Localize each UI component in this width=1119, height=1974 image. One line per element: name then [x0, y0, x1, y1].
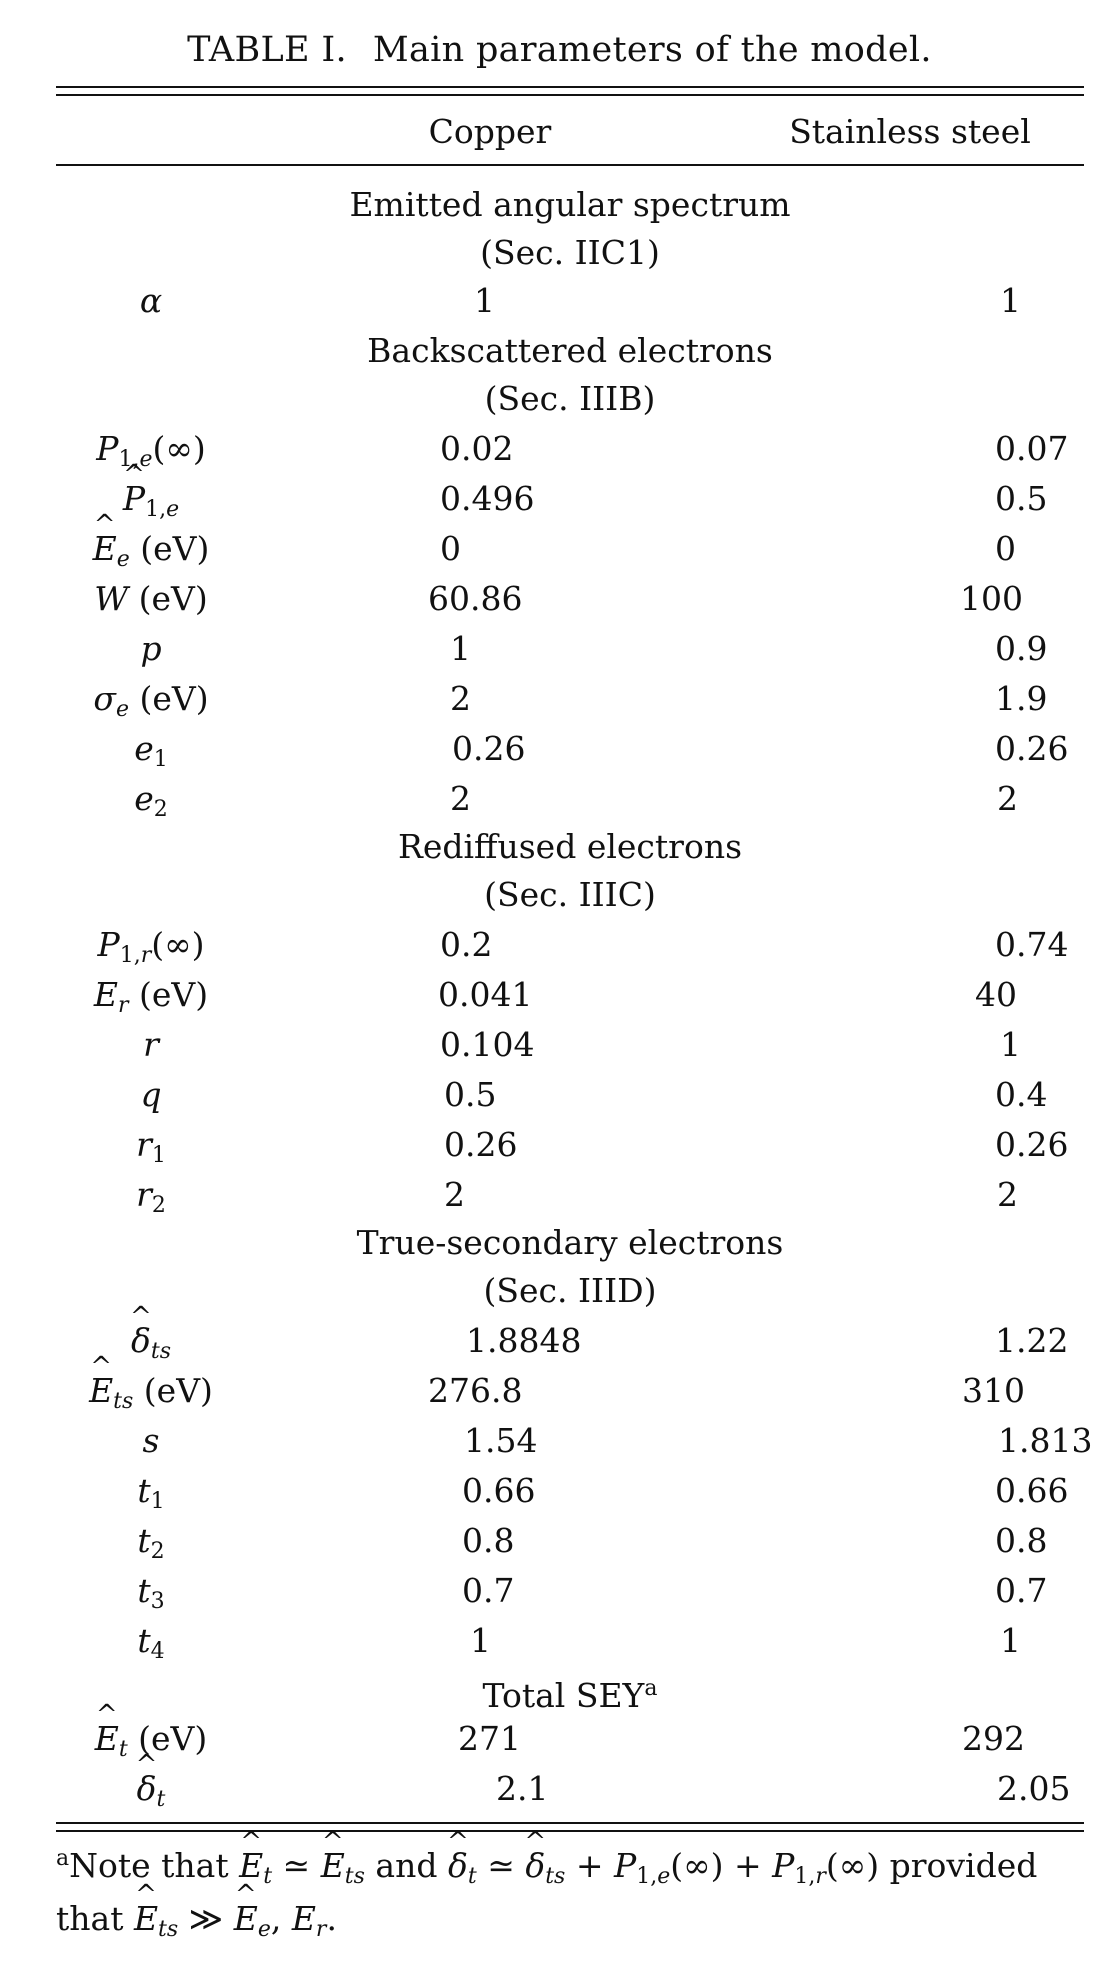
value-copper: 1 — [450, 629, 471, 668]
value-steel: 1 — [1000, 281, 1021, 320]
table-row — [0, 474, 1119, 524]
value-copper: 0.2 — [440, 925, 493, 964]
bottom-rule-1 — [56, 1822, 1084, 1824]
header-rule — [56, 164, 1084, 166]
param-symbol: r — [143, 1025, 159, 1064]
param-symbol: $t_2$ — [137, 1521, 165, 1564]
param-symbol: $r_2$ — [136, 1175, 166, 1218]
bottom-rule-2 — [56, 1830, 1084, 1832]
table-row — [0, 1566, 1119, 1616]
value-steel: 0.07 — [995, 429, 1069, 468]
table-row — [0, 970, 1119, 1020]
value-copper: 2 — [450, 679, 471, 718]
value-steel: 1 — [1000, 1621, 1021, 1660]
param-symbol: q — [140, 1075, 162, 1114]
table-row — [0, 1516, 1119, 1566]
value-copper: 0 — [440, 529, 461, 568]
param-symbol: s — [142, 1421, 160, 1460]
value-copper: 0.496 — [440, 479, 535, 518]
value-steel: 2 — [997, 1175, 1018, 1214]
table-row — [0, 920, 1119, 970]
value-copper: 0.26 — [452, 729, 526, 768]
value-steel: 2 — [997, 779, 1018, 818]
value-steel: 0.7 — [995, 1571, 1048, 1610]
table-row — [0, 276, 1119, 326]
table-row — [0, 524, 1119, 574]
param-symbol: ^ $P_{1,e}$ — [56, 474, 246, 535]
value-steel: 1.813 — [998, 1421, 1093, 1460]
section-ref: (Sec. IIID) — [483, 1271, 657, 1310]
value-copper: 0.7 — [462, 1571, 515, 1610]
value-steel: 0.66 — [995, 1471, 1069, 1510]
param-symbol: ^ $E_e$ (eV) — [56, 524, 246, 585]
value-steel: 2.05 — [997, 1769, 1071, 1808]
param-symbol: ^ $\delta_t$ — [56, 1764, 246, 1825]
table-row — [0, 1120, 1119, 1170]
table-row — [0, 1316, 1119, 1366]
value-copper: 1.8848 — [466, 1321, 582, 1360]
param-symbol: $t_1$ — [137, 1471, 165, 1514]
value-copper: 0.02 — [440, 429, 514, 468]
section-ref: (Sec. IIC1) — [480, 233, 660, 272]
table-row — [0, 574, 1119, 624]
value-copper: 60.86 — [428, 579, 523, 618]
table-row — [0, 774, 1119, 824]
column-header-copper: Copper — [428, 112, 552, 151]
value-copper: 0.26 — [444, 1125, 518, 1164]
value-copper: 0.66 — [462, 1471, 536, 1510]
value-steel: 0.4 — [995, 1075, 1048, 1114]
param-symbol: $e_1$ — [134, 729, 168, 772]
value-copper: 0.041 — [438, 975, 533, 1014]
param-symbol: ^ $\delta_{ts}$ — [56, 1316, 246, 1377]
value-steel: 0.26 — [995, 1125, 1069, 1164]
value-steel: 310 — [962, 1371, 1025, 1410]
value-copper: 271 — [458, 1719, 521, 1758]
value-steel: 0.74 — [995, 925, 1069, 964]
table-row — [0, 724, 1119, 774]
table-row — [0, 424, 1119, 474]
section-ref: (Sec. IIIC) — [484, 875, 656, 914]
value-steel: 1.9 — [995, 679, 1048, 718]
param-symbol: p — [140, 629, 162, 668]
param-symbol: $t_3$ — [137, 1571, 165, 1614]
value-steel: 1 — [1000, 1025, 1021, 1064]
section-title: Emitted angular spectrum — [349, 185, 791, 224]
table-row — [0, 1616, 1119, 1666]
value-copper: 0.8 — [462, 1521, 515, 1560]
param-symbol: $\sigma_e$ (eV) — [93, 679, 209, 722]
table-row — [0, 1366, 1119, 1416]
value-steel: 0.26 — [995, 729, 1069, 768]
value-copper: 2 — [450, 779, 471, 818]
value-steel: 0 — [995, 529, 1016, 568]
table-title: Main parameters of the model. — [372, 30, 932, 70]
column-header-steel: Stainless steel — [789, 112, 1031, 151]
param-symbol: α — [139, 281, 163, 320]
footnote-marker: a — [644, 1676, 658, 1701]
value-steel: 100 — [960, 579, 1023, 618]
param-symbol: $P_{1,r}(\infty)$ — [97, 925, 205, 968]
value-steel: 0.9 — [995, 629, 1048, 668]
table-row — [0, 624, 1119, 674]
param-symbol: $P_{1,e}(\infty)$ — [96, 429, 206, 472]
value-copper: 1.54 — [464, 1421, 538, 1460]
section-ref: (Sec. IIIB) — [484, 379, 656, 418]
param-symbol: ^ $E_{ts}$ (eV) — [56, 1366, 246, 1427]
param-symbol: $E_r$ (eV) — [93, 975, 209, 1018]
table-label: TABLE I. — [187, 30, 347, 70]
value-steel: 0.5 — [995, 479, 1048, 518]
top-rule-1 — [56, 86, 1084, 88]
value-copper: 276.8 — [428, 1371, 523, 1410]
value-steel: 40 — [975, 975, 1017, 1014]
value-steel: 0.8 — [995, 1521, 1048, 1560]
param-symbol: ^ $E_t$ (eV) — [56, 1714, 246, 1775]
table-row — [0, 1020, 1119, 1070]
value-copper: 2.1 — [496, 1769, 549, 1808]
param-symbol: W (eV) — [94, 579, 208, 618]
table-row — [0, 1416, 1119, 1466]
value-steel: 1.22 — [995, 1321, 1069, 1360]
table-row — [0, 1764, 1119, 1814]
value-copper: 0.104 — [440, 1025, 535, 1064]
table-footnote: $^a$Note that ^ $E_t$ ≃ ^ $E_{ts}$ and ^ $\delta_t$ ≃ ^ $\delta_{ts} + P_{1,e}(\infty) + P_{1,r}(\infty)$ provided that ^ $E_{ts}$ ≫ ^ $E_e$, $E_r$. — [56, 1838, 1086, 1951]
table-caption — [0, 30, 1119, 70]
param-symbol: $t_4$ — [137, 1621, 165, 1664]
param-symbol: $r_1$ — [136, 1125, 166, 1168]
section-title: True-secondary electrons — [356, 1223, 784, 1262]
section-title: Backscattered electrons — [367, 331, 773, 370]
value-copper: 1 — [470, 1621, 491, 1660]
table-row — [0, 674, 1119, 724]
table-row — [0, 1070, 1119, 1120]
value-copper: 0.5 — [444, 1075, 497, 1114]
value-steel: 292 — [962, 1719, 1025, 1758]
section-title: Rediffused electrons — [397, 827, 743, 866]
table-row — [0, 1714, 1119, 1764]
value-copper: 2 — [444, 1175, 465, 1214]
top-rule-2 — [56, 94, 1084, 96]
table-row — [0, 1466, 1119, 1516]
param-symbol: $e_2$ — [134, 779, 168, 822]
section-title: Total SEY$^a$ — [482, 1676, 658, 1715]
value-copper: 1 — [474, 281, 495, 320]
table-row — [0, 1170, 1119, 1220]
